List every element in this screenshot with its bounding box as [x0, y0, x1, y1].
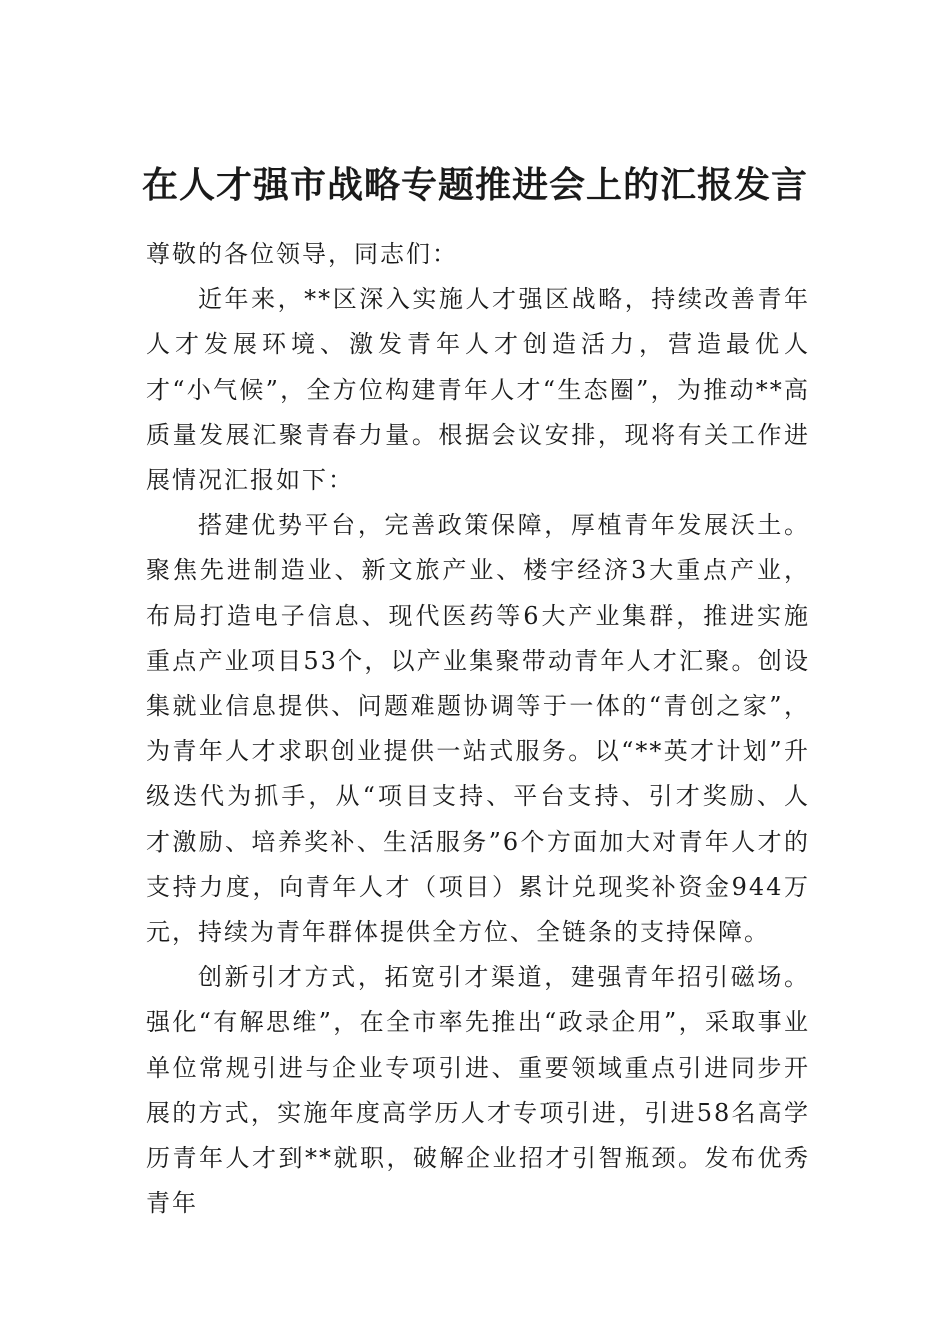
paragraph-platform: 搭建优势平台，完善政策保障，厚植青年发展沃土。聚焦先进制造业、新文旅产业、楼宇经济3大重点产业，布局打造电子信息、现代医药等6大产业集群，推进实施重点产业项目53个，以产业集聚带动青年人才汇聚。创设集就业信息提供、问题难题协调等于一体的“青创之家”，为青年人才求职创业提供一站式服务。以“**英才计划”升级迭代为抓手，从“项目支持、平台支持、引才奖励、人才激励、培养奖补、生活服务”6个方面加大对青年人才的支持力度，向青年人才（项目）累计兑现奖补资金944万元，持续为青年群体提供全方位、全链条的支持保障。	[146, 511, 810, 947]
document-title: 在人才强市战略专题推进会上的汇报发言	[141, 164, 808, 206]
document-body	[146, 232, 810, 1226]
paragraph-recruitment: 创新引才方式，拓宽引才渠道，建强青年招引磁场。强化“有解思维”，在全市率先推出“政录企用”，采取事业单位常规引进与企业专项引进、重要领域重点引进同步开展的方式，实施年度高学历人才专项引进，引进58名高学历青年人才到**就职，破解企业招才引智瓶颈。发布优秀青年	[146, 963, 810, 1218]
paragraph-intro: 近年来，**区深入实施人才强区战略，持续改善青年人才发展环境、激发青年人才创造活力，营造最优人才“小气候”，全方位构建青年人才“生态圈”，为推动**高质量发展汇聚青春力量。根据会议安排，现将有关工作进展情况汇报如下：	[146, 285, 810, 495]
salutation: 尊敬的各位领导，同志们：	[146, 240, 458, 268]
